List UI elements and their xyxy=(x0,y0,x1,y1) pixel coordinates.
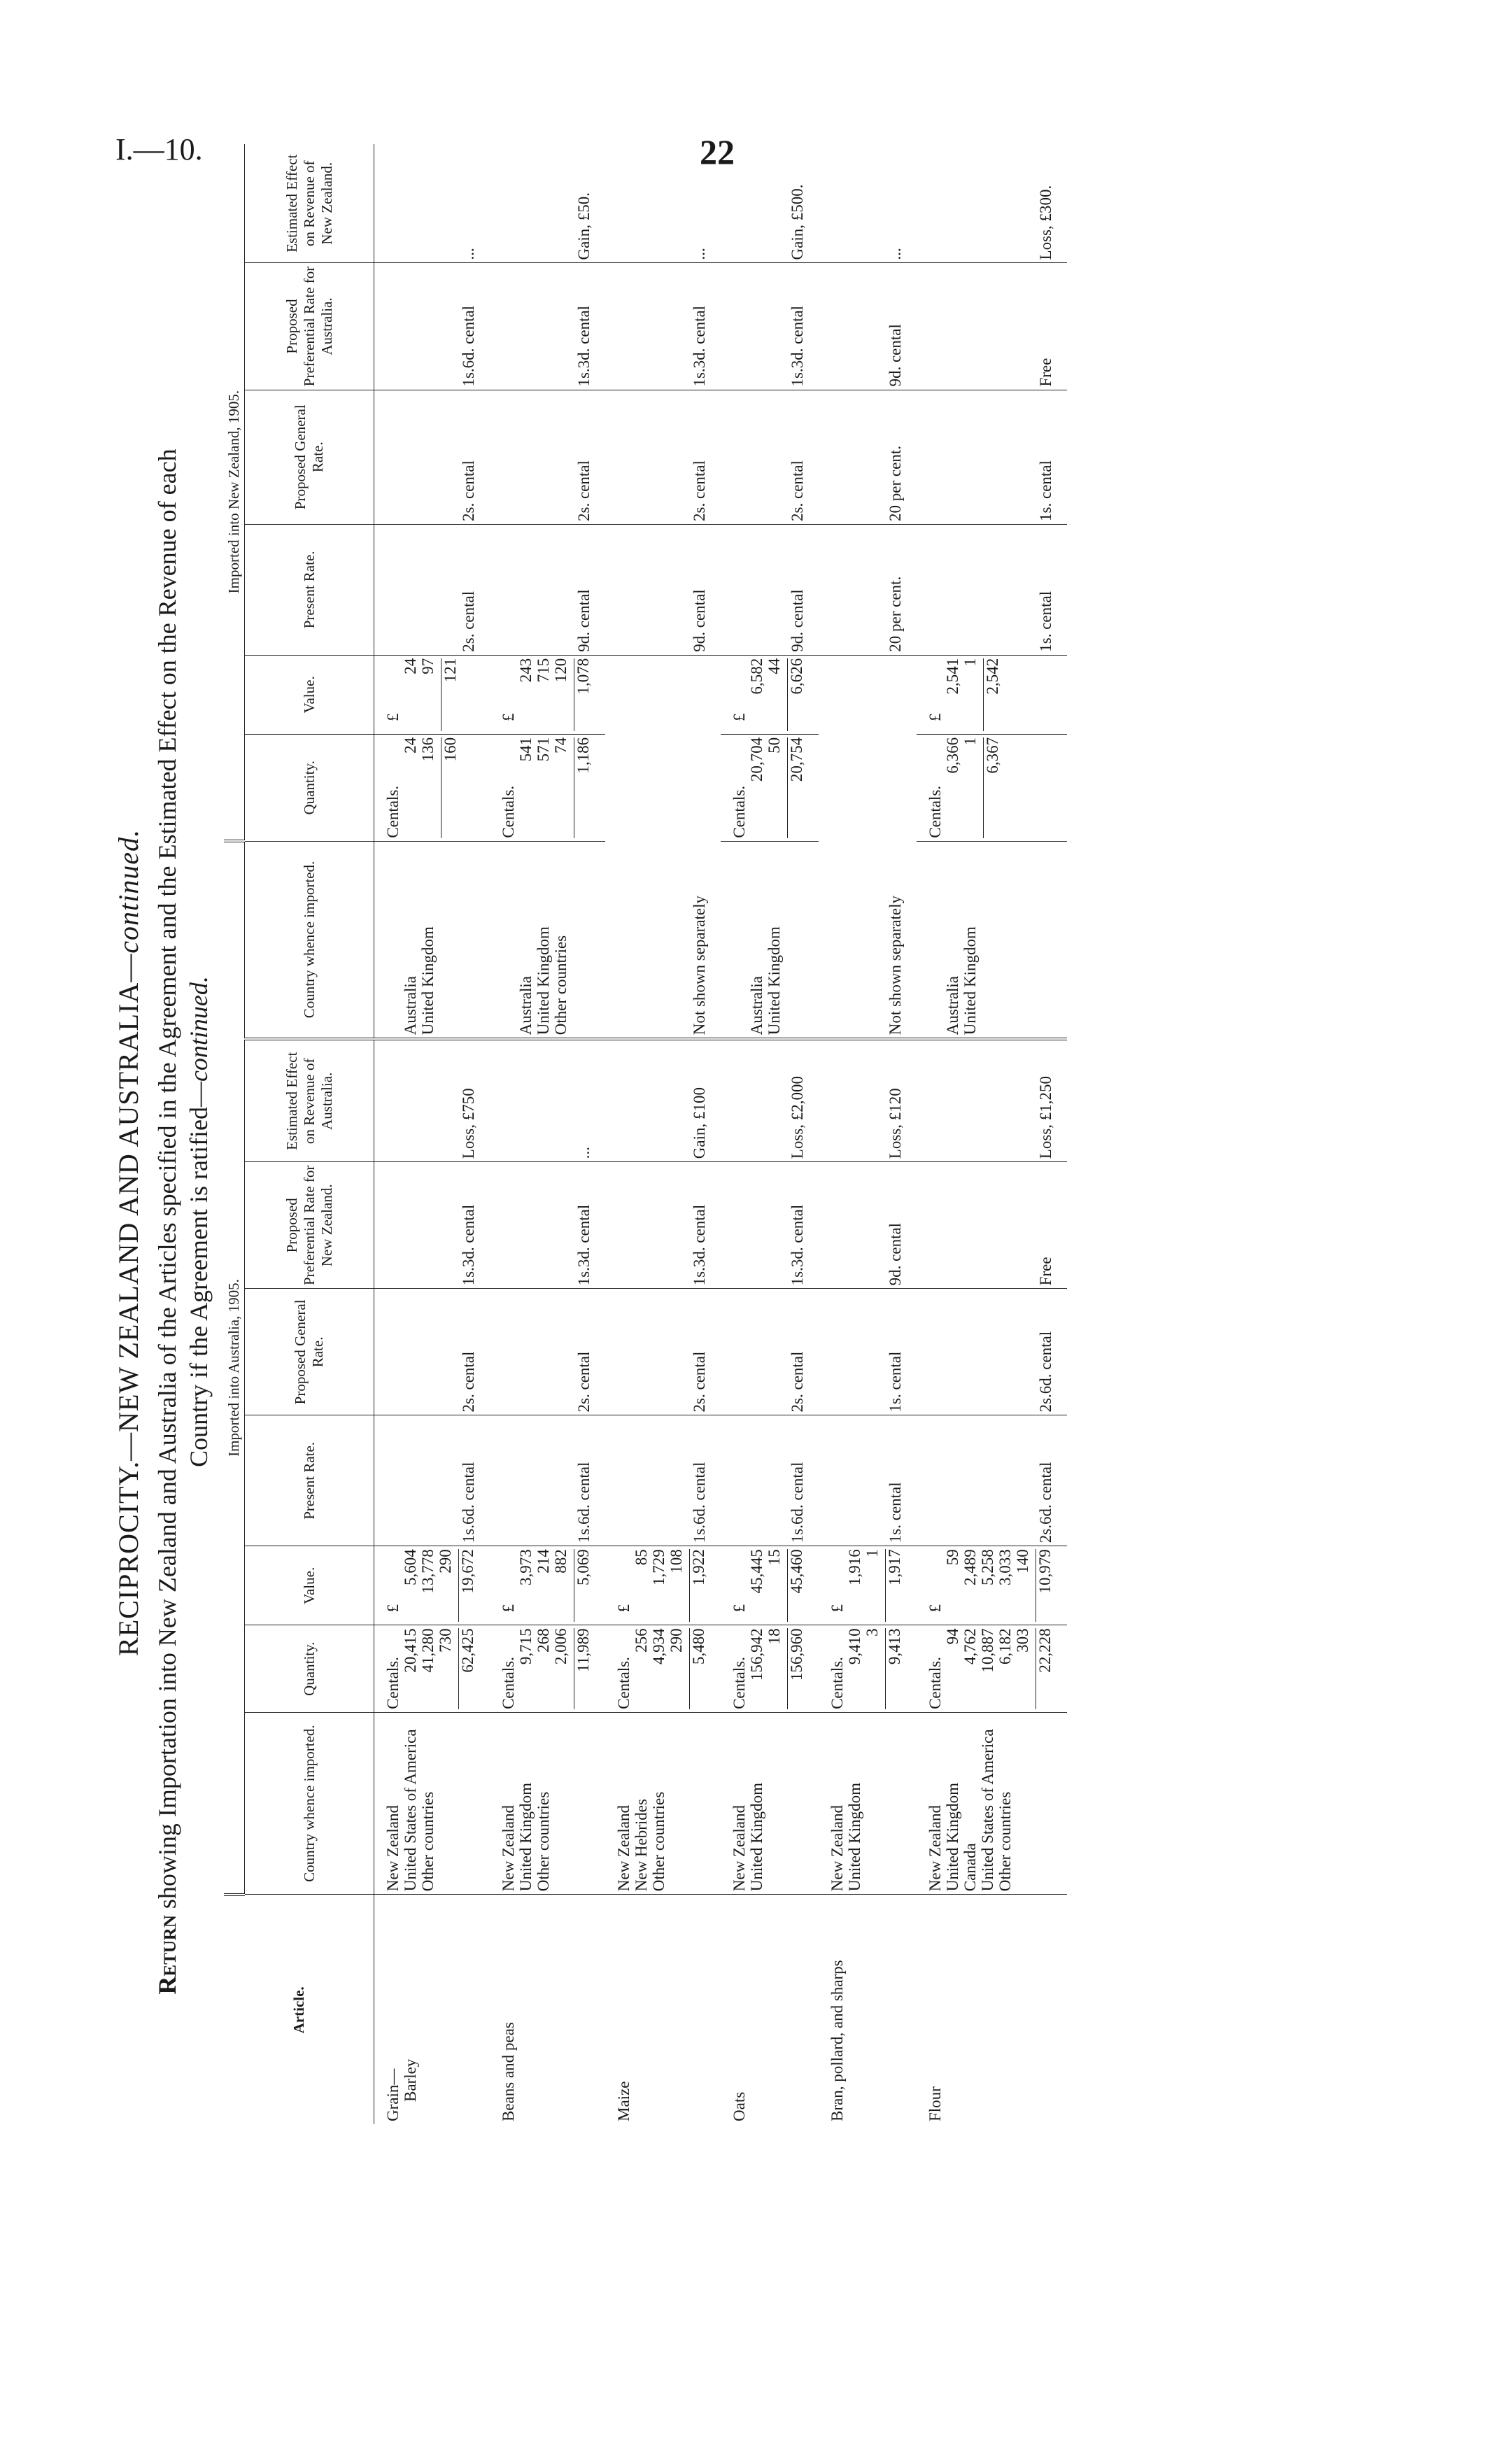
article-name: Barley xyxy=(402,2058,419,2102)
cell-line: 290 xyxy=(667,1628,685,1653)
nz-proposed-general xyxy=(490,390,605,524)
col-present-rate-nz: Present Rate. xyxy=(245,524,374,655)
nz-present-rate xyxy=(374,524,490,655)
nz-country-cell xyxy=(721,841,819,1039)
effect-new-zealand-text: ... xyxy=(460,248,477,260)
aus-present-rate-text: 1s. cental xyxy=(886,1482,904,1543)
aus-proposed-general-text: 2s. cental xyxy=(789,1351,806,1413)
pref-rate-australia xyxy=(917,263,1067,390)
effect-australia xyxy=(721,1039,819,1161)
nz-present-rate-text: 20 per cent. xyxy=(886,576,904,652)
cell-line: 1,916 xyxy=(846,1549,863,1585)
unit-label: Centals. xyxy=(615,1657,633,1709)
cell-line: 136 xyxy=(419,737,437,762)
nz-quantity-cell xyxy=(721,734,819,841)
cell-line: United Kingdom xyxy=(765,926,783,1035)
cell-line: New Zealand xyxy=(615,1805,633,1892)
nz-present-rate-text: 1s. cental xyxy=(1037,591,1054,652)
cell-line: United Kingdom xyxy=(846,1783,863,1892)
nz-country-cell xyxy=(374,841,490,1039)
article-cell xyxy=(721,1895,819,2124)
nz-present-rate-text: 2s. cental xyxy=(460,591,477,652)
aus-present-rate-text: 2s.6d. cental xyxy=(1037,1462,1054,1543)
pref-rate-nz-text: 9d. cental xyxy=(886,1222,904,1286)
unit-label: £ xyxy=(828,1604,846,1613)
total-value: 10,979 xyxy=(1036,1549,1054,1622)
cell-line: 9,715 xyxy=(517,1628,535,1665)
cell-line: 4,762 xyxy=(961,1628,979,1665)
col-proposed-general-nz: Proposed General Rate. xyxy=(245,390,374,524)
cell-line: 9,410 xyxy=(846,1628,863,1665)
cell-line: Other countries xyxy=(419,1791,437,1892)
nz-proposed-general-text: 2s. cental xyxy=(789,460,806,521)
cell-line: Australia xyxy=(517,975,535,1035)
article-name: Beans and peas xyxy=(500,2022,517,2121)
effect-new-zealand-text: Loss, £300. xyxy=(1037,185,1054,260)
effect-new-zealand xyxy=(374,144,490,263)
pref-rate-nz xyxy=(490,1162,605,1289)
effect-australia-text: Gain, £100 xyxy=(691,1087,708,1159)
cell-line: 44 xyxy=(765,658,783,674)
aus-present-rate xyxy=(819,1415,917,1546)
col-effect-aus: Estimated Effect on Revenue of Australia. xyxy=(245,1039,374,1161)
total-quantity: 156,960 xyxy=(787,1628,805,1709)
unit-label: £ xyxy=(730,713,748,721)
pref-rate-nz-text: Free xyxy=(1037,1257,1054,1286)
unit-label: £ xyxy=(615,1604,633,1613)
cell-line: 20,704 xyxy=(748,737,765,782)
nz-country-cell xyxy=(490,841,605,1039)
pref-rate-australia xyxy=(605,263,721,390)
total-quantity: 20,754 xyxy=(787,737,805,838)
cell-line: Other countries xyxy=(996,1791,1014,1892)
nz-note-cell xyxy=(605,655,721,1039)
nz-quantity-cell xyxy=(490,734,605,841)
nz-value-cell xyxy=(374,655,490,734)
cell-line: New Zealand xyxy=(384,1805,402,1892)
unit-label: Centals. xyxy=(500,1657,517,1709)
aus-proposed-general-text: 2s. cental xyxy=(575,1351,593,1413)
total-value: 1,922 xyxy=(689,1549,707,1622)
cell-line: United States of America xyxy=(402,1729,419,1892)
col-country-aus: Country whence imported. xyxy=(245,1712,374,1894)
pref-rate-nz xyxy=(721,1162,819,1289)
cell-line: Australia xyxy=(402,975,419,1035)
aus-quantity-cell xyxy=(721,1625,819,1713)
cell-line: 120 xyxy=(552,658,570,683)
unit-label: Centals. xyxy=(384,1657,402,1709)
cell-line: 20,415 xyxy=(402,1628,419,1673)
total-quantity: 1,186 xyxy=(574,737,592,838)
unit-label: Centals. xyxy=(828,1657,846,1709)
nz-proposed-general-text: 1s. cental xyxy=(1037,460,1054,521)
aus-country-cell xyxy=(819,1712,917,1894)
pref-rate-australia-text: 1s.3d. cental xyxy=(691,305,708,387)
aus-present-rate xyxy=(490,1415,605,1546)
cell-line: New Zealand xyxy=(828,1805,846,1892)
aus-proposed-general-text: 2s. cental xyxy=(460,1351,477,1413)
cell-line: 3,033 xyxy=(996,1549,1014,1585)
unit-label: Centals. xyxy=(730,785,748,838)
cell-line: 214 xyxy=(535,1549,552,1574)
effect-australia-text: Loss, £120 xyxy=(886,1088,904,1159)
cell-line: Australia xyxy=(944,975,961,1035)
page-number: 22 xyxy=(700,132,735,171)
table-row xyxy=(721,144,819,2124)
cell-line: United Kingdom xyxy=(944,1783,961,1892)
nz-value-cell xyxy=(917,655,1067,734)
effect-australia-text: ... xyxy=(575,1146,593,1159)
not-shown-note: Not shown separately xyxy=(691,896,708,1035)
cell-line: 4,934 xyxy=(650,1628,667,1665)
total-quantity: 62,425 xyxy=(458,1628,476,1709)
total-value: 6,626 xyxy=(787,658,805,731)
total-value: 5,069 xyxy=(574,1549,592,1622)
nz-present-rate xyxy=(917,524,1067,655)
aus-proposed-general-text: 2s. cental xyxy=(691,1351,708,1413)
total-value: 19,672 xyxy=(458,1549,476,1622)
cell-line: Australia xyxy=(748,975,765,1035)
article-cell xyxy=(819,1895,917,2124)
col-proposed-general-aus: Proposed General Rate. xyxy=(245,1289,374,1415)
col-pref-nz: Proposed Preferential Rate for New Zealand. xyxy=(245,1162,374,1289)
page-title: RECIPROCITY.—NEW ZEALAND AND AUSTRALIA—continued. xyxy=(113,829,144,1656)
cell-line: 2,489 xyxy=(961,1549,979,1585)
cell-line: 3 xyxy=(863,1628,881,1636)
pref-rate-australia xyxy=(819,263,917,390)
cell-line: 571 xyxy=(535,737,552,762)
cell-line: 256 xyxy=(633,1628,650,1653)
cell-line: 24 xyxy=(402,737,419,754)
not-shown-note: Not shown separately xyxy=(886,896,904,1035)
effect-australia xyxy=(490,1039,605,1161)
aus-present-rate xyxy=(605,1415,721,1546)
col-quantity-nz: Quantity. xyxy=(245,734,374,841)
article-cell xyxy=(490,1895,605,2124)
cell-line: New Zealand xyxy=(500,1805,517,1892)
table-row xyxy=(490,144,605,2124)
aus-present-rate-text: 1s.6d. cental xyxy=(460,1462,477,1543)
cell-line: 45,445 xyxy=(748,1549,765,1594)
unit-label: £ xyxy=(500,1604,517,1613)
table-row xyxy=(374,144,490,2124)
pref-rate-nz-text: 1s.3d. cental xyxy=(575,1204,593,1286)
effect-new-zealand xyxy=(819,144,917,263)
cell-line: 1 xyxy=(961,737,979,746)
article-cell xyxy=(917,1895,1067,2124)
unit-label: Centals. xyxy=(384,785,402,838)
cell-line: 268 xyxy=(535,1628,552,1653)
cell-line: 59 xyxy=(944,1549,961,1566)
aus-quantity-cell xyxy=(490,1625,605,1713)
cell-line: Other countries xyxy=(650,1791,667,1892)
unit-label: Centals. xyxy=(500,785,517,838)
cell-line: 303 xyxy=(1014,1628,1031,1653)
pref-rate-australia-text: 9d. cental xyxy=(886,324,904,387)
cell-line: 882 xyxy=(552,1549,570,1574)
table-row xyxy=(819,144,917,2124)
cell-line: 1,729 xyxy=(650,1549,667,1585)
group-new-zealand: Imported into New Zealand, 1905. xyxy=(224,144,245,841)
total-value: 45,460 xyxy=(787,1549,805,1622)
reciprocity-table xyxy=(224,144,1067,2124)
table-subtitle: Return showing Importation into New Zealand and Australia of the Articles specified in the Agreement and the Estimated Effect on the Revenue of each xyxy=(153,448,181,1995)
aus-proposed-general xyxy=(374,1289,490,1415)
nz-proposed-general-text: 2s. cental xyxy=(575,460,593,521)
nz-present-rate-text: 9d. cental xyxy=(575,589,593,652)
col-value-nz: Value. xyxy=(245,655,374,734)
aus-present-rate xyxy=(374,1415,490,1546)
aus-value-cell xyxy=(721,1546,819,1625)
cell-line: 2,006 xyxy=(552,1628,570,1665)
nz-present-rate xyxy=(819,524,917,655)
total-value: 2,542 xyxy=(983,658,1001,731)
aus-quantity-cell xyxy=(819,1625,917,1713)
aus-country-cell xyxy=(605,1712,721,1894)
effect-australia-text: Loss, £2,000 xyxy=(789,1076,806,1159)
aus-country-cell xyxy=(721,1712,819,1894)
cell-line: United Kingdom xyxy=(517,1783,535,1892)
aus-value-cell xyxy=(490,1546,605,1625)
cell-line: 290 xyxy=(437,1549,454,1574)
nz-present-rate-text: 9d. cental xyxy=(691,589,708,652)
effect-australia xyxy=(374,1039,490,1161)
pref-rate-australia-text: Free xyxy=(1037,358,1054,387)
nz-note-cell xyxy=(819,655,917,1039)
cell-line: 730 xyxy=(437,1628,454,1653)
aus-quantity-cell xyxy=(917,1625,1067,1713)
pref-rate-nz-text: 1s.3d. cental xyxy=(789,1204,806,1286)
pref-rate-nz xyxy=(917,1162,1067,1289)
nz-proposed-general xyxy=(374,390,490,524)
article-cell xyxy=(374,1895,490,2124)
col-article: Article. xyxy=(224,1895,374,2124)
unit-label: £ xyxy=(384,1604,402,1613)
aus-proposed-general xyxy=(917,1289,1067,1415)
cell-line: 5,604 xyxy=(402,1549,419,1585)
cell-line: 97 xyxy=(419,658,437,674)
aus-value-cell xyxy=(819,1546,917,1625)
aus-proposed-general xyxy=(819,1289,917,1415)
cell-line: 94 xyxy=(944,1628,961,1645)
aus-quantity-cell xyxy=(374,1625,490,1713)
total-quantity: 9,413 xyxy=(885,1628,903,1709)
cell-line: United Kingdom xyxy=(419,926,437,1035)
effect-new-zealand-text: Gain, £50. xyxy=(575,192,593,260)
cell-line: 140 xyxy=(1014,1549,1031,1574)
article-name: Oats xyxy=(730,2091,748,2121)
cell-line: 156,942 xyxy=(748,1628,765,1681)
col-value-aus: Value. xyxy=(245,1546,374,1625)
nz-present-rate-text: 9d. cental xyxy=(789,589,806,652)
effect-australia-text: Loss, £1,250 xyxy=(1037,1076,1054,1159)
cell-line: 15 xyxy=(765,1549,783,1566)
total-quantity: 11,989 xyxy=(574,1628,592,1709)
cell-line: New Zealand xyxy=(730,1805,748,1892)
cell-line: 3,973 xyxy=(517,1549,535,1585)
nz-proposed-general xyxy=(721,390,819,524)
cell-line: 85 xyxy=(633,1549,650,1566)
cell-line: 243 xyxy=(517,658,535,683)
cell-line: 18 xyxy=(765,1628,783,1645)
cell-line: Other countries xyxy=(535,1791,552,1892)
nz-proposed-general-text: 2s. cental xyxy=(691,460,708,521)
cell-line: 10,887 xyxy=(979,1628,996,1673)
aus-proposed-general xyxy=(721,1289,819,1415)
unit-label: £ xyxy=(926,713,944,721)
cell-line: 108 xyxy=(667,1549,685,1574)
effect-new-zealand xyxy=(721,144,819,263)
aus-proposed-general xyxy=(605,1289,721,1415)
pref-rate-australia xyxy=(374,263,490,390)
cell-line: 13,778 xyxy=(419,1549,437,1594)
unit-label: £ xyxy=(730,1604,748,1613)
article-name: Bran, pollard, and sharps xyxy=(828,1960,846,2121)
nz-present-rate xyxy=(490,524,605,655)
aus-proposed-general-text: 1s. cental xyxy=(886,1351,904,1413)
aus-country-cell xyxy=(917,1712,1067,1894)
col-effect-nz: Estimated Effect on Revenue of New Zealand. xyxy=(245,144,374,263)
cell-line: 2,541 xyxy=(944,658,961,695)
effect-new-zealand xyxy=(605,144,721,263)
aus-proposed-general xyxy=(490,1289,605,1415)
cell-line: 6,366 xyxy=(944,737,961,774)
nz-country-cell xyxy=(917,841,1067,1039)
cell-line: United Kingdom xyxy=(961,926,979,1035)
nz-quantity-cell xyxy=(917,734,1067,841)
cell-line: 6,182 xyxy=(996,1628,1014,1665)
nz-proposed-general xyxy=(605,390,721,524)
col-pref-aus: Proposed Preferential Rate for Australia. xyxy=(245,263,374,390)
pref-rate-australia-text: 1s.3d. cental xyxy=(789,305,806,387)
effect-new-zealand-text: ... xyxy=(691,248,708,260)
nz-value-cell xyxy=(721,655,819,734)
unit-label: £ xyxy=(926,1604,944,1613)
total-value: 1,917 xyxy=(885,1549,903,1622)
grain-heading: Grain— xyxy=(384,2068,402,2121)
aus-country-cell xyxy=(490,1712,605,1894)
table-row xyxy=(605,144,721,2124)
cell-line: 24 xyxy=(402,658,419,674)
pref-rate-nz xyxy=(605,1162,721,1289)
cell-line: 50 xyxy=(765,737,783,754)
total-value: 121 xyxy=(441,658,459,731)
col-present-rate-aus: Present Rate. xyxy=(245,1415,374,1546)
table-subtitle-2: Country if the Agreement is ratified—continued. xyxy=(185,976,213,1467)
total-quantity: 160 xyxy=(441,737,459,838)
pref-rate-australia-text: 1s.6d. cental xyxy=(460,305,477,387)
aus-value-cell xyxy=(374,1546,490,1625)
aus-value-cell xyxy=(605,1546,721,1625)
total-quantity: 22,228 xyxy=(1036,1628,1054,1709)
effect-new-zealand xyxy=(917,144,1067,263)
aus-present-rate xyxy=(721,1415,819,1546)
effect-new-zealand xyxy=(490,144,605,263)
effect-australia xyxy=(605,1039,721,1161)
nz-proposed-general xyxy=(819,390,917,524)
unit-label: £ xyxy=(500,713,517,721)
total-quantity: 5,480 xyxy=(689,1628,707,1709)
aus-present-rate-text: 1s.6d. cental xyxy=(789,1462,806,1543)
nz-proposed-general xyxy=(917,390,1067,524)
cell-line: 715 xyxy=(535,658,552,683)
cell-line: United Kingdom xyxy=(535,926,552,1035)
effect-new-zealand-text: ... xyxy=(886,248,904,260)
effect-new-zealand-text: Gain, £500. xyxy=(789,184,806,260)
unit-label: Centals. xyxy=(926,1657,944,1709)
nz-proposed-general-text: 20 per cent. xyxy=(886,446,904,521)
pref-rate-australia xyxy=(490,263,605,390)
aus-country-cell xyxy=(374,1712,490,1894)
article-name: Maize xyxy=(615,2081,633,2121)
total-quantity: 6,367 xyxy=(983,737,1001,838)
aus-proposed-general-text: 2s.6d. cental xyxy=(1037,1331,1054,1413)
page-section-code: I.—10. xyxy=(115,132,203,167)
pref-rate-nz xyxy=(819,1162,917,1289)
cell-line: New Zealand xyxy=(926,1805,944,1892)
cell-line: 541 xyxy=(517,737,535,762)
nz-present-rate xyxy=(605,524,721,655)
article-cell xyxy=(605,1895,721,2124)
nz-value-cell xyxy=(490,655,605,734)
nz-present-rate xyxy=(721,524,819,655)
aus-quantity-cell xyxy=(605,1625,721,1713)
unit-label: Centals. xyxy=(926,785,944,838)
col-quantity-aus: Quantity. xyxy=(245,1625,374,1713)
cell-line: 1 xyxy=(863,1549,881,1557)
effect-australia-text: Loss, £750 xyxy=(460,1088,477,1159)
nz-quantity-cell xyxy=(374,734,490,841)
table-row xyxy=(917,144,1067,2124)
cell-line: 1 xyxy=(961,658,979,667)
aus-present-rate xyxy=(917,1415,1067,1546)
pref-rate-australia xyxy=(721,263,819,390)
aus-present-rate-text: 1s.6d. cental xyxy=(691,1462,708,1543)
cell-line: 74 xyxy=(552,737,570,754)
nz-proposed-general-text: 2s. cental xyxy=(460,460,477,521)
effect-australia xyxy=(819,1039,917,1161)
unit-label: Centals. xyxy=(730,1657,748,1709)
cell-line: 5,258 xyxy=(979,1549,996,1585)
effect-australia xyxy=(917,1039,1067,1161)
cell-line: 41,280 xyxy=(419,1628,437,1673)
group-australia: Imported into Australia, 1905. xyxy=(224,841,245,1895)
total-value: 1,078 xyxy=(574,658,592,731)
cell-line: 6,582 xyxy=(748,658,765,695)
cell-line: Canada xyxy=(961,1843,979,1892)
aus-value-cell xyxy=(917,1546,1067,1625)
cell-line: United States of America xyxy=(979,1729,996,1892)
col-country-nz: Country whence imported. xyxy=(245,841,374,1039)
pref-rate-australia-text: 1s.3d. cental xyxy=(575,305,593,387)
pref-rate-nz-text: 1s.3d. cental xyxy=(460,1204,477,1286)
unit-label: £ xyxy=(384,713,402,721)
aus-present-rate-text: 1s.6d. cental xyxy=(575,1462,593,1543)
cell-line: United Kingdom xyxy=(748,1783,765,1892)
cell-line: New Hebrides xyxy=(633,1799,650,1892)
pref-rate-nz-text: 1s.3d. cental xyxy=(691,1204,708,1286)
article-name: Flour xyxy=(926,2086,944,2121)
cell-line: Other countries xyxy=(552,935,570,1035)
pref-rate-nz xyxy=(374,1162,490,1289)
